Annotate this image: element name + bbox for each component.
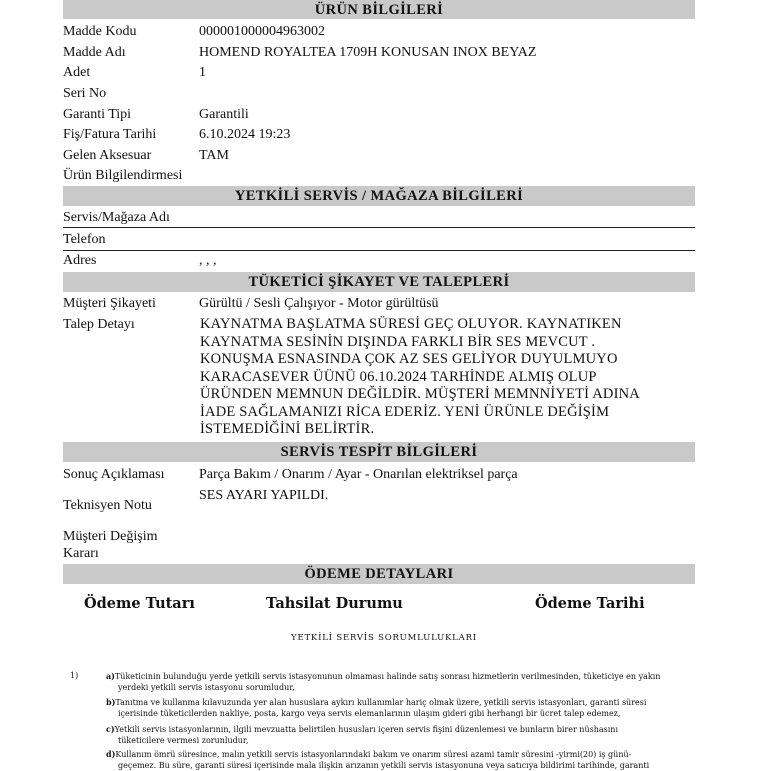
field-value: 1	[199, 65, 206, 80]
clause-letter: b)	[106, 697, 116, 707]
talep-line: KAYNATMA BAŞLATMA SÜRESİ GEÇ OLUYOR. KAYNATIKEN	[200, 316, 622, 332]
clause-letter: c)	[106, 724, 115, 734]
section-header-tespit: SERVİS TESPİT BİLGİLERİ	[63, 442, 695, 462]
field-label: Müşteri Değişim	[63, 529, 158, 544]
clause-line: tüketicilere vermesi zorunludur,	[118, 736, 249, 745]
field-label: Fiş/Fatura Tarihi	[63, 127, 157, 142]
clause-line: geçemez. Bu süre, garanti süresi içerisinde mala ilişkin arızanın yetkili servis istasyonuna veya satıcıya bildirimi tarihinde, garanti	[118, 761, 650, 770]
field-value: 6.10.2024 19:23	[199, 127, 291, 142]
section-header-yetkili: YETKİLİ SERVİS / MAĞAZA BİLGİLERİ	[63, 186, 695, 206]
col-tahsilat-durumu: Tahsilat Durumu	[266, 595, 403, 612]
col-odeme-tarihi: Ödeme Tarihi	[535, 595, 645, 612]
field-label: Telefon	[63, 232, 106, 247]
row-divider	[63, 250, 695, 251]
clause-a	[106, 671, 706, 693]
section-header-urun: ÜRÜN BİLGİLERİ	[63, 0, 695, 19]
field-label: Adres	[63, 253, 97, 268]
clause-b	[106, 697, 706, 719]
clause-line: yerdeki yetkili servis istasyonu sorumludur,	[118, 683, 295, 692]
field-label: Seri No	[63, 86, 107, 101]
talep-detayi-text	[200, 316, 680, 439]
talep-line: İADE SAĞLAMANIZI RİCA EDERİZ. YENİ ÜRÜNLE DEĞİŞİM	[200, 403, 610, 420]
talep-line: ÜRÜNDEN MEMNUN DEĞİLDİR. MÜŞTERİ MEMNNİYETİ ADINA	[200, 386, 640, 402]
section-header-odeme: ÖDEME DETAYLARI	[63, 564, 695, 584]
clause-line: içerisinde tüketicilerden nakliye, posta, kargo veya servis elemanlarının ulaşım gideri gibi herhangi bir ücret talep edemez,	[118, 709, 621, 718]
talep-line: KAYNATMA SESİNİN DIŞINDA FARKLI BİR SES MEVCUT .	[200, 333, 596, 350]
row-divider	[63, 227, 695, 228]
clause-c	[106, 724, 706, 746]
field-value: 000001000004963002	[199, 24, 325, 39]
field-value: , , ,	[199, 253, 217, 268]
field-label: Talep Detayı	[63, 317, 135, 332]
section-header-sikayet: TÜKETİCİ ŞİKAYET VE TALEPLERİ	[63, 272, 695, 292]
field-label: Servis/Mağaza Adı	[63, 210, 170, 225]
clause-line: Tanıtma ve kullanma kılavuzunda yer alan hususlara aykırı kullanımlar hariç olmak üzere, yetkili servis istasyonları, garanti süresi	[115, 698, 647, 707]
field-value: Parça Bakım / Onarım / Ayar - Onarılan elektriksel parça	[199, 467, 518, 482]
field-label: Gelen Aksesuar	[63, 148, 152, 163]
clause-line: Yetkili servis istasyonlarının, ilgili mevzuatta belirtilen hususları içeren servis fişini düzenlemesi ve bunların birer nüshasını	[114, 725, 619, 734]
field-value: HOMEND ROYALTEA 1709H KONUSAN INOX BEYAZ	[199, 45, 537, 60]
clause-letter: d)	[106, 749, 116, 759]
field-label: Madde Kodu	[63, 24, 137, 39]
field-label: Adet	[63, 65, 91, 80]
responsibilities-title: YETKİLİ SERVİS SORUMLULUKLARI	[291, 633, 477, 643]
field-label: Müşteri Şikayeti	[63, 296, 156, 311]
field-label: Teknisyen Notu	[63, 498, 152, 513]
field-value: SES AYARI YAPILDI.	[199, 488, 329, 503]
clause-number: 1)	[70, 671, 79, 680]
talep-line: KONUŞMA ESNASINDA ÇOK AZ SES GELİYOR DUYULMUYO	[200, 351, 618, 367]
talep-line: İSTEMEDİĞİNİ BELİRTİR.	[200, 421, 375, 437]
field-label: Kararı	[63, 546, 99, 561]
field-value: TAM	[199, 148, 229, 163]
field-value: Gürültü / Sesli Çalışıyor - Motor gürültüsü	[199, 296, 439, 311]
field-label: Garanti Tipi	[63, 107, 132, 122]
clause-line: Kullanım ömrü süresince, malın yetkili servis istasyonlarındaki bakım ve onarım süresi azami tamir süresini -yirmi(20) iş günü-	[115, 750, 632, 759]
clause-letter: a)	[106, 671, 115, 681]
field-label: Ürün Bilgilendirmesi	[63, 168, 183, 183]
clause-line: Tüketicinin bulunduğu yerde yetkili servis istasyonunun olmaması halinde satış sonrası hizmetlerin verilmesinden, tüketiciye en yakın	[114, 672, 661, 681]
field-label: Madde Adı	[63, 45, 126, 60]
field-value: Garantili	[199, 107, 249, 122]
field-label: Sonuç Açıklaması	[63, 467, 165, 482]
col-odeme-tutari: Ödeme Tutarı	[84, 595, 195, 612]
talep-line: KARACASEVER ÜÜNÜ 06.10.2024 TARHİNDE ALMIŞ OLUP	[200, 368, 597, 385]
